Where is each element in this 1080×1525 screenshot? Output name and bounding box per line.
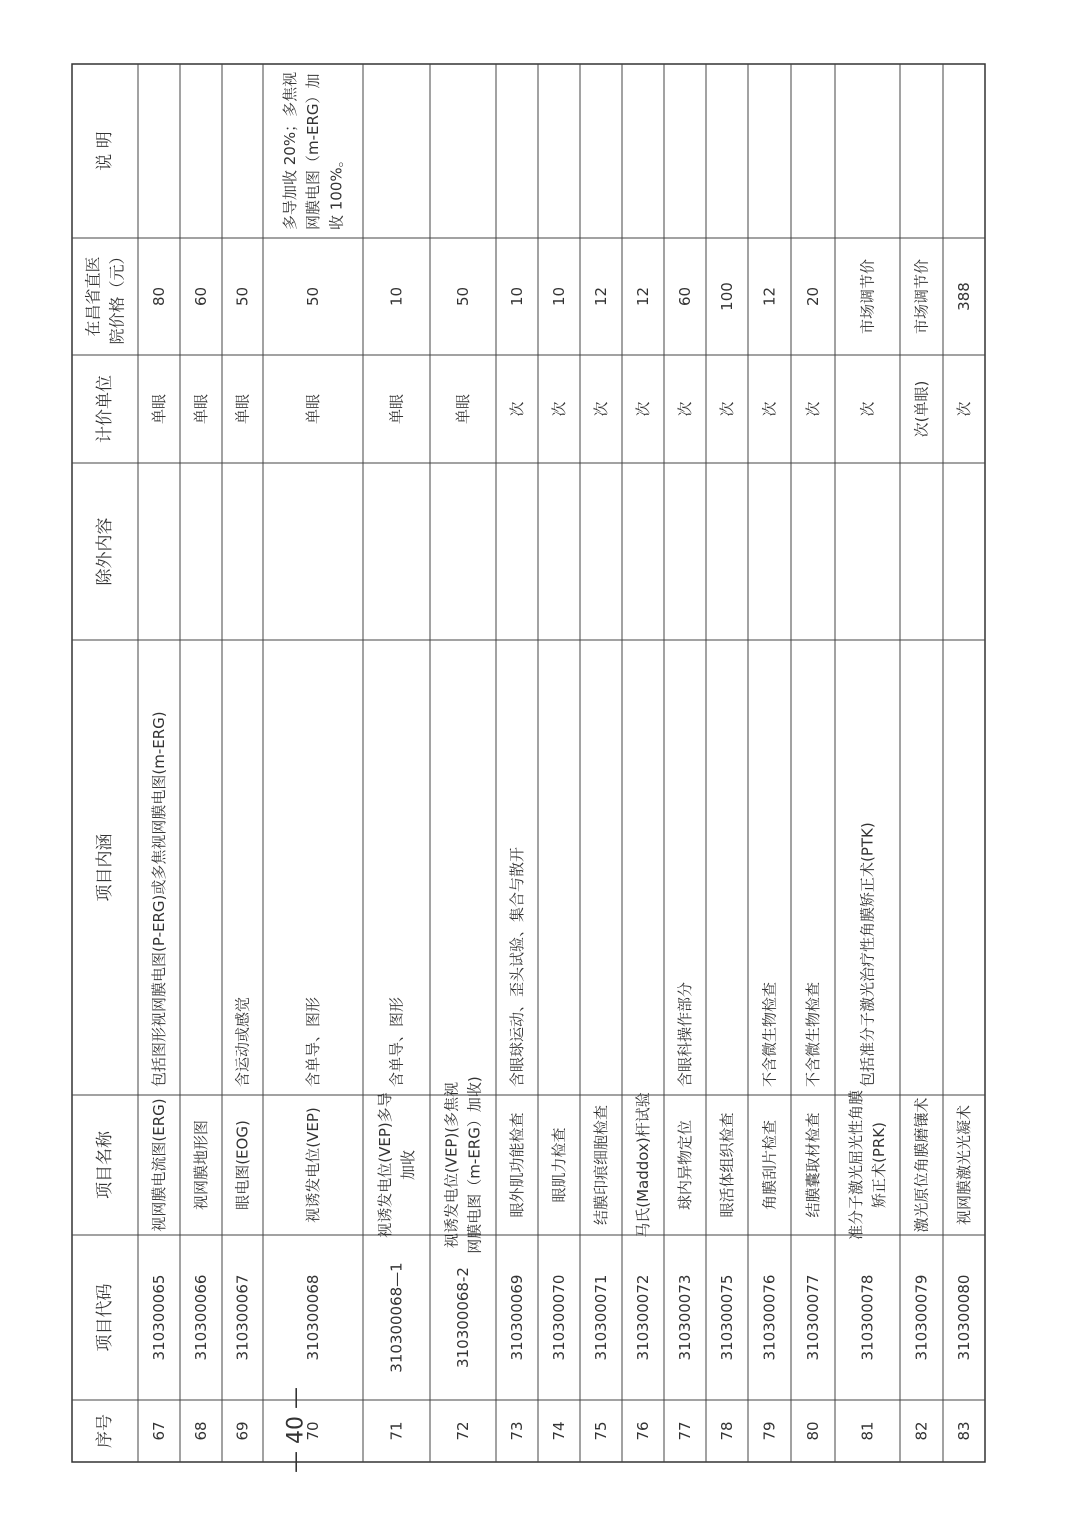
table-row — [955, 282, 973, 1440]
cell-unit: 单眼 — [387, 393, 406, 425]
header-content: 项目内涵 — [95, 833, 115, 902]
cell-code: 310300065 — [150, 1274, 168, 1361]
cell-price: 80 — [150, 286, 168, 307]
cell-name: 视网膜激光光凝术 — [955, 1104, 973, 1226]
table-row — [847, 259, 888, 1441]
cell-seq: 78 — [718, 1421, 736, 1441]
cell-code: 310300078 — [858, 1274, 877, 1361]
header-price — [84, 248, 127, 344]
cell-seq: 81 — [858, 1421, 877, 1441]
cell-code: 310300080 — [955, 1274, 973, 1361]
cell-name: 结膜囊取材检查 — [804, 1112, 822, 1218]
cell-content: 含单导、图形 — [387, 996, 406, 1087]
header-name: 项目名称 — [95, 1131, 115, 1199]
cell-seq: 76 — [634, 1421, 652, 1441]
table-row — [676, 287, 694, 1441]
cell-seq: 80 — [804, 1421, 822, 1441]
table-row — [550, 287, 568, 1441]
cell-content: 含眼科操作部分 — [676, 981, 694, 1087]
cell-name: 眼电图(EOG) — [233, 1120, 252, 1210]
table-row — [508, 287, 526, 1441]
header-unit: 计价单位 — [95, 375, 115, 443]
cell-code: 310300068—1 — [387, 1262, 406, 1373]
cell-code: 310300077 — [804, 1274, 822, 1361]
cell-name: 视网膜电流图(ERG) — [150, 1098, 168, 1232]
table-row — [592, 287, 610, 1441]
cell-content: 含运动或感觉 — [233, 996, 252, 1087]
table-row — [442, 287, 483, 1441]
cell-code: 310300076 — [760, 1274, 779, 1361]
cell-price: 市场调节价 — [858, 258, 877, 335]
cell-price: 50 — [304, 286, 322, 307]
header-price-line: 在昌省直医 — [83, 256, 103, 337]
cell-price: 50 — [454, 286, 472, 307]
cell-price: 12 — [760, 286, 779, 307]
cell-code: 310300068-2 — [454, 1267, 472, 1368]
cell-unit: 次 — [718, 401, 736, 417]
cell-seq: 79 — [760, 1421, 779, 1441]
cell-code: 310300072 — [634, 1274, 652, 1361]
cell-code: 310300066 — [192, 1274, 210, 1361]
cell-seq: 74 — [550, 1421, 568, 1441]
cell-unit: 单眼 — [454, 393, 472, 425]
cell-name: 马氏(Maddox)杆试验 — [634, 1092, 652, 1238]
cell-name: 视诱发电位(VEP)(多焦视 — [442, 1081, 461, 1249]
cell-name: 矫正术(PRK) — [870, 1121, 889, 1209]
header-seq: 序号 — [95, 1414, 115, 1448]
cell-name: 眼肌力检查 — [550, 1127, 568, 1203]
cell-code: 310300073 — [676, 1274, 694, 1361]
cell-note: 收 100%。 — [327, 152, 346, 230]
cell-price: 388 — [955, 282, 973, 311]
cell-unit: 单眼 — [150, 393, 168, 425]
cell-content: 含单导、图形 — [304, 996, 322, 1087]
cell-name: 球内异物定位 — [676, 1119, 694, 1211]
cell-name: 视诱发电位(VEP)多导 — [375, 1092, 394, 1238]
table-row — [234, 287, 252, 1441]
cell-content: 不含微生物检查 — [804, 981, 822, 1087]
cell-code: 310300070 — [550, 1274, 568, 1361]
cell-content: 包括图形视网膜电图(P-ERG)或多焦视网膜电图(m-ERG) — [150, 711, 168, 1087]
cell-price: 12 — [634, 286, 652, 307]
cell-unit: 单眼 — [192, 393, 210, 425]
cell-code: 310300069 — [508, 1274, 526, 1361]
cell-seq: 69 — [233, 1421, 252, 1441]
cell-seq: 68 — [192, 1421, 210, 1441]
cell-unit: 次(单眼) — [912, 380, 931, 438]
cell-unit: 次 — [676, 401, 694, 417]
cell-note: 网膜电图（m-ERG）加 — [304, 73, 322, 230]
table-row — [761, 287, 779, 1441]
cell-price: 50 — [233, 286, 252, 307]
table-row — [376, 287, 417, 1441]
cell-price: 10 — [508, 286, 526, 307]
cell-content: 含眼球运动、歪头试验、集合与散开 — [508, 846, 526, 1087]
cell-unit: 次 — [858, 401, 877, 417]
cell-name: 眼外肌功能检查 — [508, 1112, 526, 1218]
cell-seq: 75 — [592, 1421, 610, 1441]
header-code: 项目代码 — [95, 1283, 115, 1352]
cell-seq: 72 — [454, 1421, 472, 1441]
cell-price: 100 — [718, 282, 736, 311]
cell-unit: 次 — [804, 401, 822, 417]
cell-price: 10 — [387, 286, 406, 307]
cell-name: 眼活体组织检查 — [718, 1112, 736, 1218]
cell-price: 20 — [804, 286, 822, 307]
table-row — [150, 287, 168, 1441]
cell-code: 310300067 — [233, 1274, 252, 1361]
cell-price: 市场调节价 — [912, 258, 931, 335]
header-exclude: 除外内容 — [95, 517, 115, 586]
cell-price: 12 — [592, 286, 610, 307]
cell-seq: 73 — [508, 1421, 526, 1441]
table-border — [72, 64, 985, 1462]
table-row — [192, 287, 210, 1441]
cell-content: 包括准分子激光治疗性角膜矫正术(PTK) — [858, 822, 877, 1087]
cell-name: 激光原位角膜磨镶术 — [912, 1097, 931, 1233]
cell-code: 310300079 — [912, 1274, 931, 1361]
cell-unit: 次 — [955, 401, 973, 417]
cell-code: 310300071 — [592, 1274, 610, 1361]
header-price-line: 院价格（元） — [107, 248, 127, 345]
page-number: — 40 — — [283, 1387, 309, 1473]
cell-seq: 77 — [676, 1421, 694, 1441]
cell-seq: 70 — [304, 1421, 322, 1441]
cell-name: 视诱发电位(VEP) — [304, 1107, 322, 1223]
cell-price: 60 — [192, 286, 210, 307]
table-row — [804, 287, 822, 1441]
cell-unit: 次 — [634, 401, 652, 417]
cell-name: 准分子激光屈光性角膜 — [846, 1089, 865, 1241]
cell-name: 角膜刮片检查 — [760, 1119, 779, 1211]
cell-seq: 71 — [387, 1421, 406, 1441]
cell-unit: 次 — [508, 401, 526, 417]
table-row — [718, 282, 736, 1440]
cell-unit: 次 — [592, 401, 610, 417]
cell-seq: 82 — [912, 1421, 931, 1441]
cell-price: 10 — [550, 286, 568, 307]
cell-unit: 次 — [760, 401, 779, 417]
cell-code: 310300075 — [718, 1274, 736, 1361]
cell-code: 310300068 — [304, 1274, 322, 1361]
table-row — [913, 259, 931, 1441]
cell-unit: 次 — [550, 401, 568, 417]
cell-note: 多导加收 20%；多焦视 — [280, 71, 299, 230]
table-row — [634, 287, 652, 1441]
cell-seq: 67 — [150, 1421, 168, 1441]
cell-content: 不含微生物检查 — [760, 981, 779, 1087]
cell-unit: 单眼 — [233, 393, 252, 425]
cell-seq: 83 — [955, 1421, 973, 1441]
header-note: 说 明 — [95, 131, 115, 171]
cell-unit: 单眼 — [304, 393, 322, 425]
cell-name: 加收 — [399, 1149, 418, 1181]
cell-name: 网膜电图（m-ERG）加收) — [465, 1076, 484, 1254]
cell-name: 结膜印痕细胞检查 — [592, 1104, 610, 1226]
cell-price: 60 — [676, 286, 694, 307]
cell-name: 视网膜地形图 — [192, 1119, 210, 1211]
